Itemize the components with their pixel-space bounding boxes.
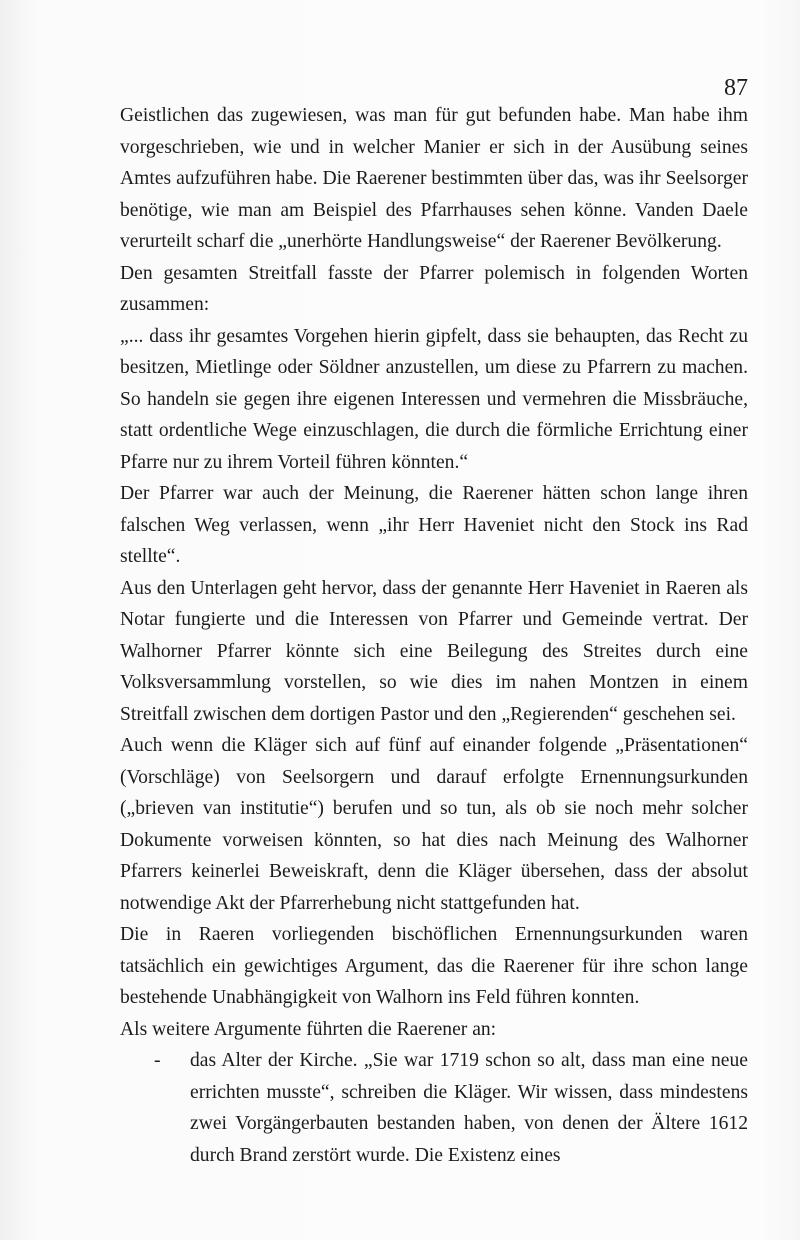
paragraph: Den gesamten Streitfall fasste der Pfarrer polemisch in folgenden Worten zusammen:: [120, 262, 748, 315]
paragraph: Auch wenn die Kläger sich auf fünf auf einander folgende „Präsentationen“ (Vorschläge) von Seelsorgern und darauf erfolgte Ernennungsurkunden („brieven van institutie“) berufen und so tun, als ob sie noch mehr solcher Dokumente vorweisen könnten, so hat dies nach Meinung des Walhorner Pfarrers keinerlei Beweiskraft, denn die Kläger übersehen, dass der absolut notwendige Akt der Pfarrerhebung nicht stattgefunden hat.: [120, 735, 748, 914]
argument-list: [120, 1045, 748, 1171]
list-item-text: das Alter der Kirche. „Sie war 1719 schon so alt, dass man eine neue errichten musste“, schreiben die Kläger. Wir wissen, dass mindestens zwei Vorgängerbauten bestanden haben, von denen der Ältere 1612 durch Brand zerstört wurde. Die Existenz eines: [190, 1050, 748, 1166]
page-number: 87: [724, 75, 748, 101]
list-item: [120, 1045, 748, 1171]
paragraph: Als weitere Argumente führten die Raerener an:: [120, 1018, 497, 1040]
paragraph: Die in Raeren vorliegenden bischöflichen Ernennungsurkunden waren tatsächlich ein gewichtiges Argument, das die Raerener für ihre schon lange bestehende Unabhängigkeit von Walhorn ins Feld führen konnten.: [120, 924, 748, 1008]
paragraph: Der Pfarrer war auch der Meinung, die Raerener hätten schon lange ihren falschen Weg verlassen, wenn „ihr Herr Haveniet nicht den Stock ins Rad stellte“.: [120, 483, 748, 567]
paragraph: Aus den Unterlagen geht hervor, dass der genannte Herr Haveniet in Raeren als Notar fungierte und die Interessen von Pfarrer und Gemeinde vertrat. Der Walhorner Pfarrer könnte sich eine Beilegung des Streites durch eine Volksversammlung vorstellen, so wie dies im nahen Montzen in einem Streitfall zwischen dem dortigen Pastor und den „Regierenden“ geschehen sei.: [120, 577, 748, 725]
list-dash: -: [154, 1050, 161, 1071]
paragraph: Geistlichen das zugewiesen, was man für gut befunden habe. Man habe ihm vorgeschrieben, wie und in welcher Manier er sich in der Ausübung seines Amtes aufzuführen habe. Die Raerener bestimmten über das, was ihr Seelsorger benötige, wie man am Beispiel des Pfarrhauses sehen könne. Vanden Daele verurteilt scharf die „unerhörte Handlungsweise“ der Raerener Bevölkerung.: [120, 105, 748, 252]
quotation-paragraph: „... dass ihr gesamtes Vorgehen hierin gipfelt, dass sie behaupten, das Recht zu besitzen, Mietlinge oder Söldner anzustellen, um diese zu Pfarrern zu machen. So handeln sie gegen ihre eigenen Interessen und vermehren die Missbräuche, statt ordentliche Wege einzuschlagen, die durch die förmliche Errichtung einer Pfarre nur zu ihrem Vorteil führen könnten.“: [120, 325, 748, 473]
body-text: [120, 100, 748, 1171]
